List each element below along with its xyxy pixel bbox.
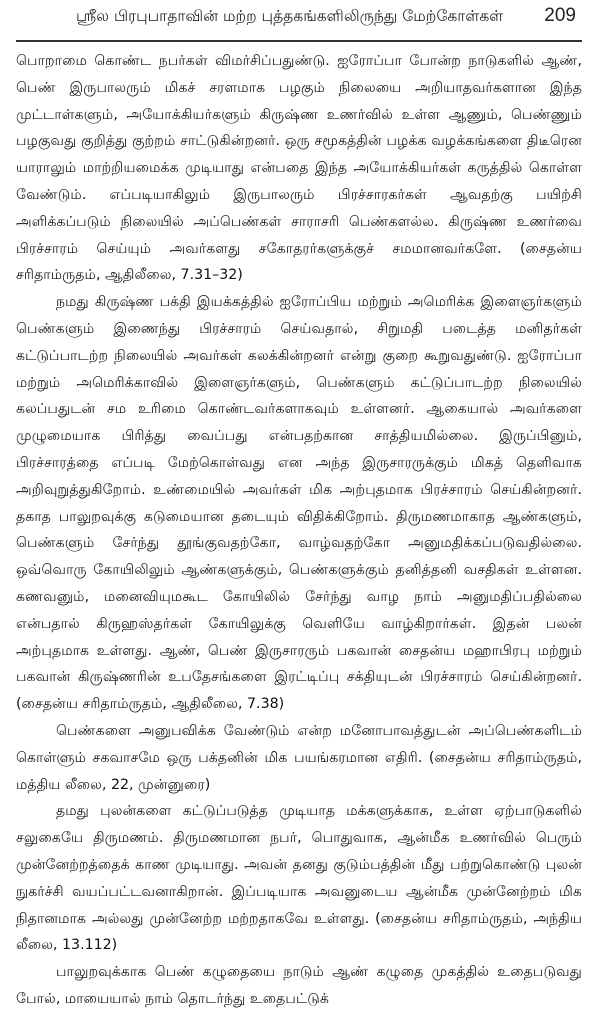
paragraph-1: பொறாமை கொண்ட நபர்கள் விமர்சிப்பதுண்டு. ஐரோப்பா போன்ற நாடுகளில் ஆண், பெண் இருபாலரும் மிகச் சரளமாக பழகும் நிலையை அறியாதவர்களான இந்த முட்டாள்களும், அயோக்கியர்களும் கிருஷ்ண உணர்வில் உள்ள ஆணும், பெண்ணும் பழகுவது குறித்து குற்றம் சாட்டுகின்றனர். ஒரு சமூகத்தின் பழக்க வழக்கங்களை திடீரென யாராலும் மாற்றியமைக்க முடியாது என்பதை இந்த அயோக்கியர்கள் கருத்தில் கொள்ள வேண்டும். எப்படியாகிலும் இருபாலரும் பிரச்சாரகர்கள் ஆவதற்கு பயிற்சி அளிக்கப்படும் நிலையில் அப்பெண்கள் சாராசரி பெண்களல்ல. கிருஷ்ண உணர்வை பிரச்சாரம் செய்யும் அவர்களது சகோதரர்களுக்குச் சமமானவர்களே. (சைதன்ய சரிதாம்ருதம், ஆதிலீலை, 7.31–32) — [16, 53, 582, 284]
body-text — [16, 48, 582, 1013]
running-title: ஸ்ரீல பிரபுபாதாவின் மற்ற புத்தகங்களிலிருந்து மேற்கோள்கள் — [76, 7, 504, 25]
paragraph-3: பெண்களை அனுபவிக்க வேண்டும் என்ற மனோபாவத்துடன் அப்பெண்களிடம் கொள்ளும் சகவாசமே ஒரு பக்தனின் மிக பயங்கரமான எதிரி. (சைதன்ய சரிதாம்ருதம், மத்திய லீலை, 22, முன்னுரை) — [16, 722, 582, 793]
page-number: 209 — [544, 5, 576, 26]
page-header — [16, 0, 582, 42]
paragraph-2: நமது கிருஷ்ண பக்தி இயக்கத்தில் ஐரோப்பிய மற்றும் அமெரிக்க இளைஞர்களும் பெண்களும் இணைந்து பிரச்சாரம் செய்வதால், சிறுமதி படைத்த மனிதர்கள் கட்டுப்பாடற்ற நிலையில் அவர்கள் கலக்கின்றனர் என்று குறை கூறுவதுண்டு. ஐரோப்பா மற்றும் அமெரிக்காவில் இளைஞர்களும், பெண்களும் கட்டுப்பாடற்ற நிலையில் கலப்பதுடன் சம உரிமை கொண்டவர்களாகவும் உள்ளனர். ஆகையால் அவர்களை முழுமையாக பிரித்து வைப்பது என்பதற்கான சாத்தியமில்லை. இருப்பினும், பிரச்சாரத்தை எப்படி மேற்கொள்வது என அந்த இருசாரருக்கும் மிகத் தெளிவாக அறிவுறுத்துகிறோம். உண்மையில் அவர்கள் மிக அற்புதமாக பிரச்சாரம் செய்கின்றனர். தகாத பாலுறவுக்கு கடுமையான தடையும் விதிக்கிறோம். திருமணமாகாத ஆண்களும், பெண்களும் சேர்ந்து தூங்குவதற்கோ, வாழ்வதற்கோ அனுமதிக்கப்படுவதில்லை. ஒவ்வொரு கோயிலிலும் ஆண்களுக்கும், பெண்களுக்கும் தனித்தனி வசதிகள் உள்ளன. கணவனும், மனைவியுமகூட கோயிலில் சேர்ந்து வாழ நாம் அனுமதிப்பதில்லை என்பதால் கிருஹஸ்தர்கள் கோயிலுக்கு வெளியே வாழ்கிறார்கள். இதன் பலன் அற்புதமாக உள்ளது. ஆண், பெண் இருசாரரும் பகவான் சைதன்ய மஹாபிரபு மற்றும் பகவான் கிருஷ்ணரின் உபதேசங்களை இரட்டிப்பு சக்தியுடன் பிரச்சாரம் செய்கின்றனர். (சைதன்ய சரிதாம்ருதம், ஆதிலீலை, 7.38) — [16, 294, 582, 713]
paragraph-4: தமது புலன்களை கட்டுப்படுத்த முடியாத மக்களுக்காக, உள்ள ஏற்பாடுகளில் சலுகையே திருமணம். திருமணமான நபர், பொதுவாக, ஆன்மீக உணர்வில் பெரும் முன்னேற்றத்தைக் காண முடியாது. அவன் தனது குடும்பத்தின் மீது பற்றுகொண்டு புலன் நுகர்ச்சி வயப்பட்டவனாகிறான். இப்படியாக அவனுடைய ஆன்மீக முன்னேற்றம் மிக நிதானமாக அல்லது முன்னேற்ற மற்றதாகவே உள்ளது. (சைதன்ய சரிதாம்ருதம், அந்திய லீலை, 13.112) — [16, 803, 582, 954]
paragraph-5: பாலுறவுக்காக பெண் கழுதையை நாடும் ஆண் கழுதை முகத்தில் உதைபடுவது போல், மாயையால் நாம் தொடர்ந்து உதைபட்டுக் — [16, 964, 582, 1007]
